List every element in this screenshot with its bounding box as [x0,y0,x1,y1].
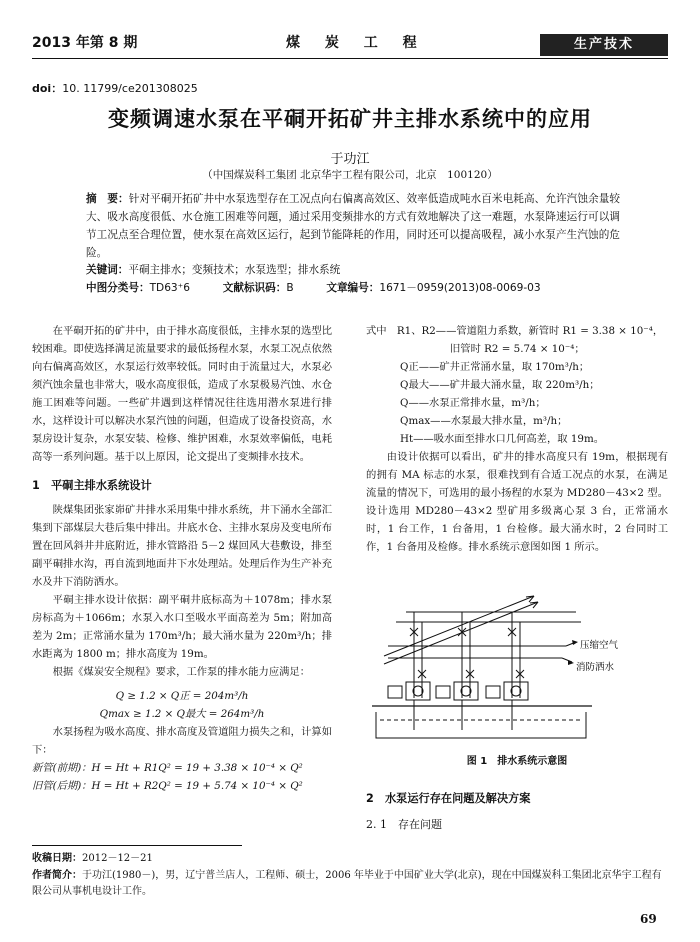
clc-label: 中图分类号： [86,282,150,294]
received-label: 收稿日期： [32,853,82,864]
intro-paragraph: 在平硐开拓的矿井中，由于排水高度很低，主排水泵的选型比较困难。即使选择满足流量要求的最低扬程水泵，水泵工况点依然向右偏离高效区，水泵运行效率较低。同时由于流量过大，水泵必须汽蚀余量也非常大，吸水高度很低，造成了水泵极易汽蚀、水仓施工困难等问题。一些矿井遇到这样情况往往选用潜水泵进行排水，这样设计可以解决水泵汽蚀的问题，但造成了设备投资高，水泵房设计复杂，水泵安装、检修、维护困难，水泵效率偏低，电耗高等一系列问题。基于以上原因，论文提出了变频排水技术。 [32,325,332,463]
abstract-label: 摘 要： [86,193,129,205]
header-rule [32,58,668,59]
right-column-section-2 [366,790,668,834]
section-1-paragraph-3: 根据《煤炭安全规程》要求，工作泵的排水能力应满足： [52,666,311,678]
definition-r: 式中 R1、R2——管道阻力系数，新管时 R1 = 3.38 × 10⁻⁴， [366,325,664,337]
received-value: 2012－12－21 [82,853,153,864]
article-no-label: 文章编号： [326,282,380,294]
definition-q-max: Qmax——水泵最大排水量，m³/h； [400,415,568,427]
keywords [86,262,340,277]
paper-title: 变频调速水泵在平硐开拓矿井主排水系统中的应用 [108,107,592,131]
section-1-heading: 1 平硐主排水系统设计 [32,479,152,492]
water-sump [376,712,586,738]
article-no-value: 1671－0959(2013)08-0069-03 [379,282,541,294]
formula-new-pipe: 新管(前期)：H = Ht + R1Q² = 19 + 3.38 × 10⁻⁴ × Q² [32,762,303,774]
motor-2 [436,686,450,698]
footnote-rule [32,845,242,846]
doc-code-label: 文献标识码： [222,282,287,294]
doi-label: doi： [32,82,63,95]
formula-max-capacity: Qmax ≥ 1.2 × Q最大 = 264m³/h [99,708,265,720]
affiliation: （中国煤炭科工集团 北京华宇工程有限公司，北京 100120） [202,169,498,181]
author: 于功江 [330,152,370,167]
section-2-1-heading: 2. 1 存在问题 [366,818,442,831]
spray-arrow [568,660,574,665]
author-bio [32,868,668,900]
doi [32,80,198,96]
received-date [32,851,668,867]
drainage-system-diagram [366,578,668,744]
abstract [86,190,620,262]
section-2-heading: 2 水泵运行存在问题及解决方案 [366,792,531,805]
right-column-definitions [366,322,668,556]
motor-3 [486,686,500,698]
section-1-paragraph-2: 平硐主排水设计依据：副平硐井底标高为＋1078m；排水泵房标高为＋1066m；水泵入水口至吸水平面高差为 5m；附加高差为 2m；正常涌水量为 170m³/h；最大涌水量为 220m³/h；排水距离为 1800 m；排水高度为 19m。 [32,594,332,660]
clc-value: TD63⁺6 [149,282,191,294]
definition-r2: 旧管时 R2 = 5.74 × 10⁻⁴； [450,343,585,355]
definition-q-max-inflow: Q最大——矿井最大涌水量，取 220m³/h； [400,379,600,391]
abstract-text: 针对平硐开拓矿井中水泵选型存在工况点向右偏离高效区、效率低造成吨水百米电耗高、允许汽蚀余量较大、吸水高度很低、水仓施工困难等问题，通过采用变频排水的方式有效地解决了这一难题，水泵降速运行可以调节工况点至合理位置，使水泵在高效区运行，起到节能降耗的作用，同时还可以提高吸程，减小水泵产生汽蚀的危险。 [86,193,621,259]
left-column [32,322,332,795]
pump-3 [504,682,528,700]
air-arrow [572,640,578,645]
doi-value: 10. 11799/ce201308025 [62,82,198,95]
figure-caption: 图 1 排水系统示意图 [466,756,568,767]
keywords-label: 关键词： [86,264,129,276]
label-fire-spray: 消防洒水 [576,662,615,673]
motor-1 [388,686,402,698]
pump-1 [406,682,430,700]
page-number: 69 [640,912,657,926]
classification-line [86,280,541,295]
definition-ht: Ht——吸水面至排水口几何高差，取 19m。 [400,433,605,445]
section-1-paragraph-1: 陕煤集团张家峁矿井排水采用集中排水系统，井下涌水全部汇集到下部煤层大巷后集中排出。井底水仓、主排水泵房及变电所布置在回风斜井井底附近，排水管路沿 5－2 煤回风大巷敷设，排至副平硐排水沟，再自流到地面井下水处理站。处理后作为生产补充水及井下消防洒水。 [32,504,332,588]
formula-old-pipe: 旧管(后期)：H = Ht + R2Q² = 19 + 5.74 × 10⁻⁴ × Q² [32,780,303,792]
label-compressed-air: 压缩空气 [580,640,619,651]
definition-q-normal: Q正——矿井正常涌水量，取 170m³/h； [400,361,590,373]
author-bio-text: 于功江(1980－)，男，辽宁普兰店人，工程师、硕士，2006 年毕业于中国矿业大学(北京)，现在中国煤炭科工集团北京华宇工程有限公司从事机电设计工作。 [32,870,662,897]
definition-q: Q——水泵正常排水量，m³/h； [400,397,546,409]
header-issue: 2013 年第 8 期 [32,35,138,51]
formula-normal-capacity: Q ≥ 1.2 × Q正 = 204m³/h [115,690,249,702]
doc-code-value: B [286,282,294,294]
right-paragraph-1: 由设计依据可以看出，矿井的排水高度只有 19m，根据现有的拥有 MA 标志的水泵，很难找到有合适工况点的水泵，在满足流量的情况下，可选用的最小扬程的水泵为 MD280－43×2 型。设计选用 MD280－43×2 型矿用多级离心泵 3 台，正常涌水时，1 台工作，1 台备用，1 台检修。最大涌水时，2 台同时工作，1 台备用及检修。排水系统示意图如图 1 所示。 [366,451,668,553]
section-1-paragraph-4: 水泵扬程为吸水高度、排水高度及管道阻力损失之和，计算如下： [32,726,332,756]
author-bio-label: 作者简介： [32,870,82,881]
pump-2 [454,682,478,700]
keywords-text: 平硐主排水；变频技术；水泵选型；排水系统 [128,264,341,276]
header-section-badge: 生产技术 [540,34,668,56]
header-journal: 煤 炭 工 程 [286,35,427,51]
